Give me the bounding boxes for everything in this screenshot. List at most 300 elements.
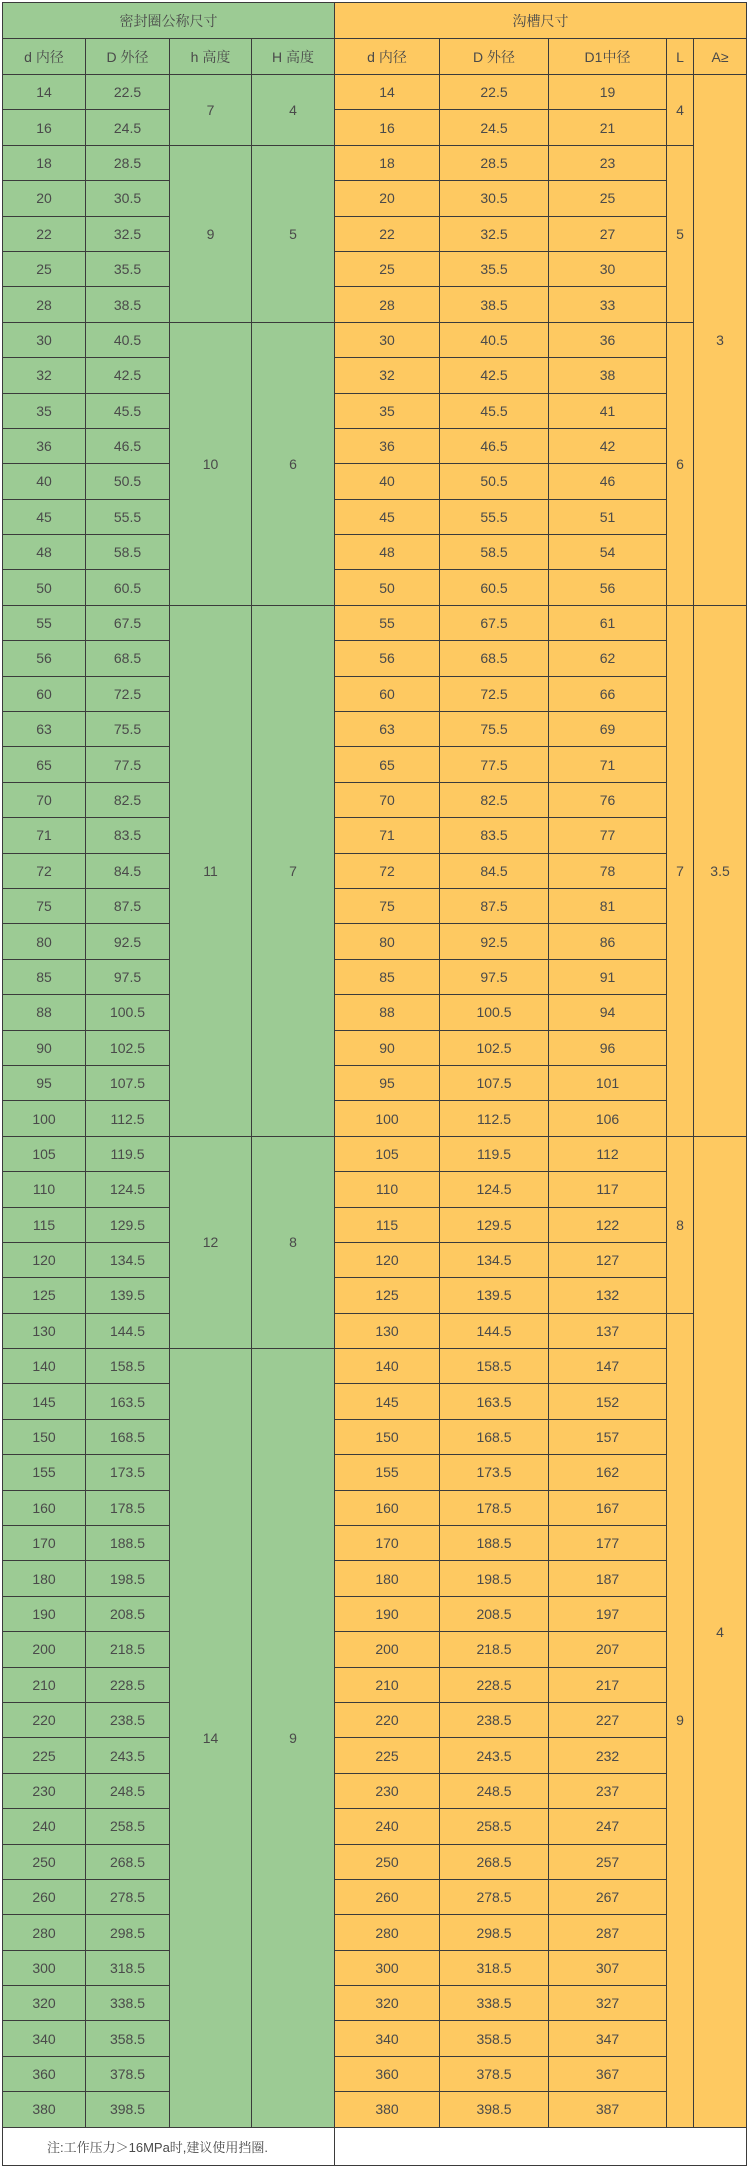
seal-outer-diameter-cell: 60.5 <box>86 570 170 605</box>
seal-inner-diameter-cell: 56 <box>3 641 86 676</box>
groove-outer-diameter-cell: 28.5 <box>440 145 549 180</box>
groove-L-cell: 8 <box>667 1136 694 1313</box>
groove-inner-diameter-cell: 280 <box>335 1915 440 1950</box>
seal-inner-diameter-cell: 71 <box>3 818 86 853</box>
table-row <box>3 570 747 605</box>
table-row <box>3 995 747 1030</box>
groove-mid-diameter-cell: 112 <box>549 1136 667 1171</box>
groove-inner-diameter-cell: 105 <box>335 1136 440 1171</box>
table-row <box>3 216 747 251</box>
seal-outer-diameter-cell: 82.5 <box>86 782 170 817</box>
seal-inner-diameter-cell: 180 <box>3 1561 86 1596</box>
groove-inner-diameter-cell: 220 <box>335 1702 440 1737</box>
seal-outer-diameter-cell: 46.5 <box>86 428 170 463</box>
groove-mid-diameter-cell: 56 <box>549 570 667 605</box>
groove-outer-diameter-cell: 258.5 <box>440 1809 549 1844</box>
groove-mid-diameter-cell: 66 <box>549 676 667 711</box>
groove-outer-diameter-cell: 92.5 <box>440 924 549 959</box>
seal-inner-diameter-cell: 140 <box>3 1349 86 1384</box>
groove-mid-diameter-cell: 247 <box>549 1809 667 1844</box>
groove-inner-diameter-cell: 85 <box>335 959 440 994</box>
table-row <box>3 1809 747 1844</box>
seal-outer-diameter-cell: 398.5 <box>86 2092 170 2127</box>
groove-outer-diameter-cell: 77.5 <box>440 747 549 782</box>
seal-outer-diameter-cell: 22.5 <box>86 75 170 110</box>
groove-inner-diameter-cell: 60 <box>335 676 440 711</box>
seal-outer-diameter-cell: 258.5 <box>86 1809 170 1844</box>
table-row <box>3 535 747 570</box>
groove-A-cell: 3 <box>694 75 747 606</box>
seal-outer-diameter-cell: 144.5 <box>86 1313 170 1348</box>
column-header-row <box>3 39 747 75</box>
seal-h-height-cell: 10 <box>170 322 252 605</box>
seal-dimension-table <box>2 2 747 2166</box>
groove-inner-diameter-cell: 71 <box>335 818 440 853</box>
table-row <box>3 251 747 286</box>
groove-L-cell: 9 <box>667 1313 694 2127</box>
groove-outer-diameter-cell: 318.5 <box>440 1950 549 1985</box>
groove-mid-diameter-cell: 162 <box>549 1455 667 1490</box>
table-row <box>3 1490 747 1525</box>
seal-outer-diameter-cell: 107.5 <box>86 1065 170 1100</box>
seal-inner-diameter-cell: 125 <box>3 1278 86 1313</box>
table-body <box>3 75 747 2128</box>
seal-inner-diameter-cell: 48 <box>3 535 86 570</box>
groove-mid-diameter-cell: 33 <box>549 287 667 322</box>
groove-L-cell: 5 <box>667 145 694 322</box>
seal-outer-diameter-cell: 100.5 <box>86 995 170 1030</box>
groove-outer-diameter-cell: 248.5 <box>440 1773 549 1808</box>
groove-mid-diameter-cell: 152 <box>549 1384 667 1419</box>
groove-inner-diameter-cell: 380 <box>335 2092 440 2127</box>
seal-H-height-cell: 6 <box>252 322 335 605</box>
seal-outer-diameter-cell: 35.5 <box>86 251 170 286</box>
groove-mid-diameter-cell: 86 <box>549 924 667 959</box>
groove-outer-diameter-cell: 144.5 <box>440 1313 549 1348</box>
groove-mid-diameter-cell: 137 <box>549 1313 667 1348</box>
seal-inner-diameter-cell: 320 <box>3 1986 86 2021</box>
seal-inner-diameter-cell: 80 <box>3 924 86 959</box>
groove-outer-diameter-cell: 72.5 <box>440 676 549 711</box>
seal-outer-diameter-cell: 28.5 <box>86 145 170 180</box>
table-row <box>3 145 747 180</box>
seal-outer-diameter-cell: 97.5 <box>86 959 170 994</box>
table-row <box>3 1136 747 1171</box>
table-row <box>3 853 747 888</box>
seal-nominal-size-title: 密封圈公称尺寸 <box>3 3 335 39</box>
seal-h-height-cell: 7 <box>170 75 252 146</box>
groove-outer-diameter-cell: 50.5 <box>440 464 549 499</box>
seal-inner-diameter-cell: 210 <box>3 1667 86 1702</box>
groove-inner-diameter-cell: 110 <box>335 1172 440 1207</box>
table-row <box>3 1101 747 1136</box>
table-row <box>3 888 747 923</box>
col-header-groove-inner-diameter: d 内径 <box>335 39 440 75</box>
groove-outer-diameter-cell: 278.5 <box>440 1879 549 1914</box>
groove-outer-diameter-cell: 112.5 <box>440 1101 549 1136</box>
groove-mid-diameter-cell: 91 <box>549 959 667 994</box>
groove-outer-diameter-cell: 173.5 <box>440 1455 549 1490</box>
col-header-groove-L: L <box>667 39 694 75</box>
groove-outer-diameter-cell: 24.5 <box>440 110 549 145</box>
groove-outer-diameter-cell: 208.5 <box>440 1596 549 1631</box>
groove-inner-diameter-cell: 35 <box>335 393 440 428</box>
table-row <box>3 1349 747 1384</box>
table-row <box>3 1455 747 1490</box>
table-row <box>3 959 747 994</box>
groove-outer-diameter-cell: 32.5 <box>440 216 549 251</box>
groove-inner-diameter-cell: 160 <box>335 1490 440 1525</box>
seal-inner-diameter-cell: 85 <box>3 959 86 994</box>
groove-mid-diameter-cell: 106 <box>549 1101 667 1136</box>
groove-inner-diameter-cell: 88 <box>335 995 440 1030</box>
seal-inner-diameter-cell: 28 <box>3 287 86 322</box>
groove-outer-diameter-cell: 268.5 <box>440 1844 549 1879</box>
seal-outer-diameter-cell: 119.5 <box>86 1136 170 1171</box>
groove-mid-diameter-cell: 23 <box>549 145 667 180</box>
groove-inner-diameter-cell: 30 <box>335 322 440 357</box>
table-row <box>3 1702 747 1737</box>
groove-mid-diameter-cell: 327 <box>549 1986 667 2021</box>
groove-inner-diameter-cell: 210 <box>335 1667 440 1702</box>
seal-outer-diameter-cell: 188.5 <box>86 1526 170 1561</box>
seal-h-height-cell: 12 <box>170 1136 252 1348</box>
groove-outer-diameter-cell: 97.5 <box>440 959 549 994</box>
groove-inner-diameter-cell: 125 <box>335 1278 440 1313</box>
groove-mid-diameter-cell: 267 <box>549 1879 667 1914</box>
groove-mid-diameter-cell: 132 <box>549 1278 667 1313</box>
seal-inner-diameter-cell: 25 <box>3 251 86 286</box>
groove-outer-diameter-cell: 158.5 <box>440 1349 549 1384</box>
groove-outer-diameter-cell: 46.5 <box>440 428 549 463</box>
groove-outer-diameter-cell: 168.5 <box>440 1419 549 1454</box>
groove-inner-diameter-cell: 55 <box>335 605 440 640</box>
table-row <box>3 1879 747 1914</box>
note-empty-cell <box>335 2127 747 2165</box>
groove-mid-diameter-cell: 61 <box>549 605 667 640</box>
seal-outer-diameter-cell: 228.5 <box>86 1667 170 1702</box>
seal-inner-diameter-cell: 105 <box>3 1136 86 1171</box>
seal-outer-diameter-cell: 102.5 <box>86 1030 170 1065</box>
col-header-groove-A: A≥ <box>694 39 747 75</box>
groove-outer-diameter-cell: 42.5 <box>440 358 549 393</box>
groove-inner-diameter-cell: 300 <box>335 1950 440 1985</box>
groove-outer-diameter-cell: 129.5 <box>440 1207 549 1242</box>
groove-inner-diameter-cell: 225 <box>335 1738 440 1773</box>
groove-inner-diameter-cell: 45 <box>335 499 440 534</box>
seal-inner-diameter-cell: 63 <box>3 712 86 747</box>
seal-inner-diameter-cell: 60 <box>3 676 86 711</box>
groove-mid-diameter-cell: 127 <box>549 1242 667 1277</box>
groove-outer-diameter-cell: 58.5 <box>440 535 549 570</box>
groove-inner-diameter-cell: 90 <box>335 1030 440 1065</box>
groove-mid-diameter-cell: 77 <box>549 818 667 853</box>
seal-inner-diameter-cell: 55 <box>3 605 86 640</box>
groove-mid-diameter-cell: 227 <box>549 1702 667 1737</box>
groove-inner-diameter-cell: 65 <box>335 747 440 782</box>
seal-inner-diameter-cell: 16 <box>3 110 86 145</box>
groove-outer-diameter-cell: 378.5 <box>440 2056 549 2091</box>
seal-outer-diameter-cell: 68.5 <box>86 641 170 676</box>
groove-outer-diameter-cell: 139.5 <box>440 1278 549 1313</box>
seal-outer-diameter-cell: 338.5 <box>86 1986 170 2021</box>
groove-outer-diameter-cell: 134.5 <box>440 1242 549 1277</box>
groove-mid-diameter-cell: 117 <box>549 1172 667 1207</box>
seal-inner-diameter-cell: 170 <box>3 1526 86 1561</box>
seal-inner-diameter-cell: 150 <box>3 1419 86 1454</box>
table-row <box>3 818 747 853</box>
groove-mid-diameter-cell: 76 <box>549 782 667 817</box>
groove-mid-diameter-cell: 54 <box>549 535 667 570</box>
groove-inner-diameter-cell: 190 <box>335 1596 440 1631</box>
table-row <box>3 1950 747 1985</box>
groove-outer-diameter-cell: 38.5 <box>440 287 549 322</box>
table-row <box>3 1065 747 1100</box>
groove-inner-diameter-cell: 140 <box>335 1349 440 1384</box>
seal-outer-diameter-cell: 158.5 <box>86 1349 170 1384</box>
groove-inner-diameter-cell: 240 <box>335 1809 440 1844</box>
col-header-groove-mid-diameter: D1中径 <box>549 39 667 75</box>
seal-outer-diameter-cell: 168.5 <box>86 1419 170 1454</box>
seal-outer-diameter-cell: 92.5 <box>86 924 170 959</box>
seal-inner-diameter-cell: 95 <box>3 1065 86 1100</box>
col-header-seal-outer-diameter: D 外径 <box>86 39 170 75</box>
groove-mid-diameter-cell: 27 <box>549 216 667 251</box>
seal-inner-diameter-cell: 14 <box>3 75 86 110</box>
groove-inner-diameter-cell: 63 <box>335 712 440 747</box>
table-row <box>3 2056 747 2091</box>
groove-outer-diameter-cell: 55.5 <box>440 499 549 534</box>
groove-mid-diameter-cell: 81 <box>549 888 667 923</box>
table-row <box>3 1207 747 1242</box>
seal-outer-diameter-cell: 208.5 <box>86 1596 170 1631</box>
seal-inner-diameter-cell: 70 <box>3 782 86 817</box>
table-row <box>3 1030 747 1065</box>
seal-inner-diameter-cell: 72 <box>3 853 86 888</box>
groove-L-cell: 6 <box>667 322 694 605</box>
groove-mid-diameter-cell: 21 <box>549 110 667 145</box>
groove-inner-diameter-cell: 340 <box>335 2021 440 2056</box>
groove-inner-diameter-cell: 56 <box>335 641 440 676</box>
groove-inner-diameter-cell: 120 <box>335 1242 440 1277</box>
seal-inner-diameter-cell: 130 <box>3 1313 86 1348</box>
seal-inner-diameter-cell: 280 <box>3 1915 86 1950</box>
groove-A-cell: 4 <box>694 1136 747 2127</box>
seal-inner-diameter-cell: 30 <box>3 322 86 357</box>
seal-outer-diameter-cell: 248.5 <box>86 1773 170 1808</box>
groove-mid-diameter-cell: 347 <box>549 2021 667 2056</box>
groove-outer-diameter-cell: 60.5 <box>440 570 549 605</box>
groove-inner-diameter-cell: 22 <box>335 216 440 251</box>
table-row <box>3 712 747 747</box>
groove-inner-diameter-cell: 75 <box>335 888 440 923</box>
seal-inner-diameter-cell: 200 <box>3 1632 86 1667</box>
group-title-row <box>3 3 747 39</box>
groove-mid-diameter-cell: 387 <box>549 2092 667 2127</box>
groove-inner-diameter-cell: 70 <box>335 782 440 817</box>
table-row <box>3 1172 747 1207</box>
seal-H-height-cell: 5 <box>252 145 335 322</box>
seal-inner-diameter-cell: 22 <box>3 216 86 251</box>
groove-mid-diameter-cell: 177 <box>549 1526 667 1561</box>
table-row <box>3 322 747 357</box>
seal-inner-diameter-cell: 18 <box>3 145 86 180</box>
seal-h-height-cell: 14 <box>170 1349 252 2128</box>
groove-mid-diameter-cell: 167 <box>549 1490 667 1525</box>
seal-inner-diameter-cell: 75 <box>3 888 86 923</box>
groove-inner-diameter-cell: 72 <box>335 853 440 888</box>
seal-inner-diameter-cell: 380 <box>3 2092 86 2127</box>
groove-inner-diameter-cell: 32 <box>335 358 440 393</box>
groove-outer-diameter-cell: 358.5 <box>440 2021 549 2056</box>
table-row <box>3 1278 747 1313</box>
groove-mid-diameter-cell: 367 <box>549 2056 667 2091</box>
seal-outer-diameter-cell: 67.5 <box>86 605 170 640</box>
pressure-note: 注:工作压力＞16MPa时,建议使用挡圈. <box>3 2127 335 2165</box>
seal-outer-diameter-cell: 318.5 <box>86 1950 170 1985</box>
groove-mid-diameter-cell: 307 <box>549 1950 667 1985</box>
groove-inner-diameter-cell: 170 <box>335 1526 440 1561</box>
groove-inner-diameter-cell: 80 <box>335 924 440 959</box>
seal-inner-diameter-cell: 110 <box>3 1172 86 1207</box>
groove-inner-diameter-cell: 25 <box>335 251 440 286</box>
seal-outer-diameter-cell: 24.5 <box>86 110 170 145</box>
table-row <box>3 676 747 711</box>
table-row <box>3 1313 747 1348</box>
groove-inner-diameter-cell: 115 <box>335 1207 440 1242</box>
groove-outer-diameter-cell: 45.5 <box>440 393 549 428</box>
seal-outer-diameter-cell: 50.5 <box>86 464 170 499</box>
groove-inner-diameter-cell: 28 <box>335 287 440 322</box>
groove-mid-diameter-cell: 147 <box>549 1349 667 1384</box>
seal-outer-diameter-cell: 378.5 <box>86 2056 170 2091</box>
groove-inner-diameter-cell: 360 <box>335 2056 440 2091</box>
table-row <box>3 1738 747 1773</box>
groove-inner-diameter-cell: 18 <box>335 145 440 180</box>
seal-outer-diameter-cell: 83.5 <box>86 818 170 853</box>
seal-inner-diameter-cell: 145 <box>3 1384 86 1419</box>
groove-mid-diameter-cell: 197 <box>549 1596 667 1631</box>
seal-outer-diameter-cell: 77.5 <box>86 747 170 782</box>
seal-inner-diameter-cell: 35 <box>3 393 86 428</box>
groove-inner-diameter-cell: 16 <box>335 110 440 145</box>
groove-outer-diameter-cell: 75.5 <box>440 712 549 747</box>
table-row <box>3 110 747 145</box>
seal-dimension-table-container <box>2 2 747 2166</box>
groove-L-cell: 4 <box>667 75 694 146</box>
seal-inner-diameter-cell: 300 <box>3 1950 86 1985</box>
groove-mid-diameter-cell: 69 <box>549 712 667 747</box>
table-header <box>3 3 747 75</box>
seal-inner-diameter-cell: 260 <box>3 1879 86 1914</box>
seal-H-height-cell: 4 <box>252 75 335 146</box>
table-footer <box>3 2127 747 2165</box>
seal-outer-diameter-cell: 198.5 <box>86 1561 170 1596</box>
seal-inner-diameter-cell: 250 <box>3 1844 86 1879</box>
groove-outer-diameter-cell: 87.5 <box>440 888 549 923</box>
groove-outer-diameter-cell: 178.5 <box>440 1490 549 1525</box>
groove-outer-diameter-cell: 102.5 <box>440 1030 549 1065</box>
groove-mid-diameter-cell: 71 <box>549 747 667 782</box>
groove-inner-diameter-cell: 14 <box>335 75 440 110</box>
table-row <box>3 181 747 216</box>
groove-size-title: 沟槽尺寸 <box>335 3 747 39</box>
note-row <box>3 2127 747 2165</box>
table-row <box>3 2021 747 2056</box>
seal-H-height-cell: 8 <box>252 1136 335 1348</box>
groove-outer-diameter-cell: 218.5 <box>440 1632 549 1667</box>
seal-outer-diameter-cell: 58.5 <box>86 535 170 570</box>
groove-outer-diameter-cell: 67.5 <box>440 605 549 640</box>
groove-outer-diameter-cell: 163.5 <box>440 1384 549 1419</box>
seal-inner-diameter-cell: 155 <box>3 1455 86 1490</box>
table-row <box>3 358 747 393</box>
table-row <box>3 1526 747 1561</box>
groove-inner-diameter-cell: 155 <box>335 1455 440 1490</box>
table-row <box>3 499 747 534</box>
seal-inner-diameter-cell: 100 <box>3 1101 86 1136</box>
table-row <box>3 287 747 322</box>
groove-mid-diameter-cell: 41 <box>549 393 667 428</box>
groove-outer-diameter-cell: 82.5 <box>440 782 549 817</box>
table-row <box>3 428 747 463</box>
seal-inner-diameter-cell: 45 <box>3 499 86 534</box>
groove-outer-diameter-cell: 338.5 <box>440 1986 549 2021</box>
seal-inner-diameter-cell: 32 <box>3 358 86 393</box>
groove-outer-diameter-cell: 68.5 <box>440 641 549 676</box>
table-row <box>3 1632 747 1667</box>
groove-mid-diameter-cell: 42 <box>549 428 667 463</box>
seal-inner-diameter-cell: 88 <box>3 995 86 1030</box>
seal-outer-diameter-cell: 278.5 <box>86 1879 170 1914</box>
groove-outer-diameter-cell: 107.5 <box>440 1065 549 1100</box>
seal-outer-diameter-cell: 124.5 <box>86 1172 170 1207</box>
seal-inner-diameter-cell: 50 <box>3 570 86 605</box>
groove-inner-diameter-cell: 145 <box>335 1384 440 1419</box>
groove-mid-diameter-cell: 30 <box>549 251 667 286</box>
groove-A-cell: 3.5 <box>694 605 747 1136</box>
seal-outer-diameter-cell: 45.5 <box>86 393 170 428</box>
groove-mid-diameter-cell: 78 <box>549 853 667 888</box>
table-row <box>3 1596 747 1631</box>
groove-L-cell: 7 <box>667 605 694 1136</box>
seal-outer-diameter-cell: 55.5 <box>86 499 170 534</box>
table-row <box>3 1915 747 1950</box>
seal-inner-diameter-cell: 220 <box>3 1702 86 1737</box>
seal-inner-diameter-cell: 36 <box>3 428 86 463</box>
seal-outer-diameter-cell: 129.5 <box>86 1207 170 1242</box>
groove-mid-diameter-cell: 287 <box>549 1915 667 1950</box>
seal-outer-diameter-cell: 72.5 <box>86 676 170 711</box>
groove-outer-diameter-cell: 22.5 <box>440 75 549 110</box>
seal-inner-diameter-cell: 120 <box>3 1242 86 1277</box>
groove-mid-diameter-cell: 25 <box>549 181 667 216</box>
groove-outer-diameter-cell: 100.5 <box>440 995 549 1030</box>
seal-outer-diameter-cell: 178.5 <box>86 1490 170 1525</box>
seal-outer-diameter-cell: 38.5 <box>86 287 170 322</box>
groove-outer-diameter-cell: 30.5 <box>440 181 549 216</box>
seal-inner-diameter-cell: 225 <box>3 1738 86 1773</box>
seal-inner-diameter-cell: 20 <box>3 181 86 216</box>
groove-mid-diameter-cell: 207 <box>549 1632 667 1667</box>
groove-outer-diameter-cell: 238.5 <box>440 1702 549 1737</box>
table-row <box>3 1384 747 1419</box>
groove-mid-diameter-cell: 187 <box>549 1561 667 1596</box>
seal-inner-diameter-cell: 90 <box>3 1030 86 1065</box>
seal-outer-diameter-cell: 173.5 <box>86 1455 170 1490</box>
groove-inner-diameter-cell: 40 <box>335 464 440 499</box>
seal-outer-diameter-cell: 163.5 <box>86 1384 170 1419</box>
